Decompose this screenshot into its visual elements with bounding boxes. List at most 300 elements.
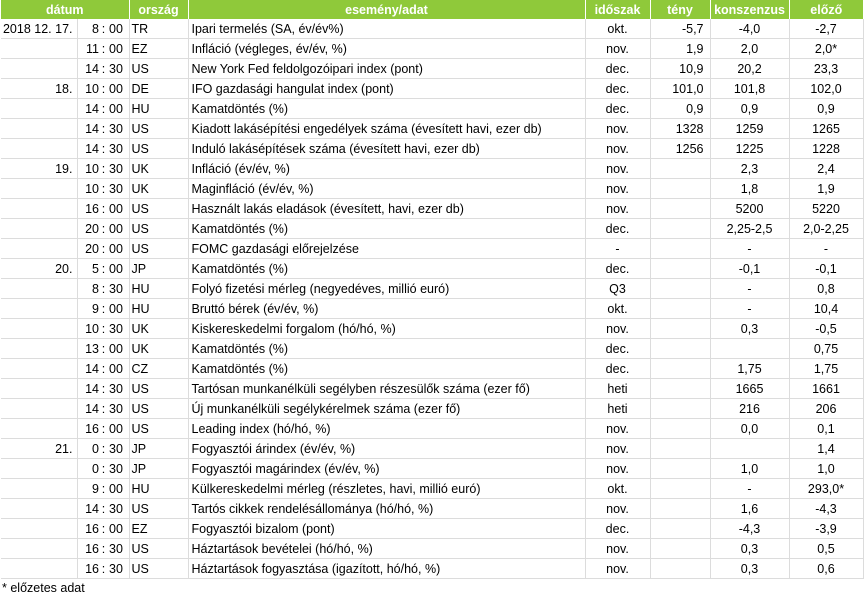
cell-period: - (585, 239, 650, 259)
cell-time-separator: : (99, 379, 108, 399)
cell-consensus: 2,25-2,5 (710, 219, 789, 239)
header-konszenzus: konszenzus (710, 0, 789, 19)
cell-date: 2018 12. 17. (1, 19, 77, 39)
cell-minute: 00 (108, 39, 129, 59)
cell-hour: 14 (77, 379, 99, 399)
cell-actual: 0,9 (650, 99, 710, 119)
cell-country: US (129, 379, 188, 399)
cell-actual (650, 559, 710, 579)
cell-minute: 00 (108, 99, 129, 119)
cell-date (1, 459, 77, 479)
cell-time-separator: : (99, 179, 108, 199)
cell-previous: 0,6 (789, 559, 863, 579)
cell-minute: 00 (108, 259, 129, 279)
cell-date (1, 99, 77, 119)
cell-actual (650, 239, 710, 259)
cell-period: okt. (585, 479, 650, 499)
cell-actual (650, 199, 710, 219)
table-row (1, 79, 863, 99)
cell-actual: 1328 (650, 119, 710, 139)
cell-previous: 0,75 (789, 339, 863, 359)
cell-hour: 10 (77, 159, 99, 179)
cell-date (1, 219, 77, 239)
table-row (1, 479, 863, 499)
cell-event: Fogyasztói bizalom (pont) (188, 519, 585, 539)
cell-time-separator: : (99, 139, 108, 159)
cell-minute: 00 (108, 219, 129, 239)
table-row (1, 559, 863, 579)
cell-previous: 293,0* (789, 479, 863, 499)
cell-actual (650, 259, 710, 279)
cell-period: okt. (585, 299, 650, 319)
cell-actual (650, 399, 710, 419)
cell-time-separator: : (99, 519, 108, 539)
cell-hour: 14 (77, 399, 99, 419)
cell-country: US (129, 539, 188, 559)
cell-time-separator: : (99, 459, 108, 479)
cell-consensus: - (710, 299, 789, 319)
cell-hour: 14 (77, 359, 99, 379)
header-datum: dátum (1, 0, 129, 19)
table-row (1, 419, 863, 439)
cell-country: US (129, 239, 188, 259)
cell-time-separator: : (99, 479, 108, 499)
cell-previous: -3,9 (789, 519, 863, 539)
cell-minute: 30 (108, 439, 129, 459)
cell-consensus (710, 339, 789, 359)
cell-period: nov. (585, 139, 650, 159)
cell-actual (650, 299, 710, 319)
cell-consensus: -0,1 (710, 259, 789, 279)
cell-date (1, 279, 77, 299)
cell-date (1, 339, 77, 359)
cell-previous: 1,0 (789, 459, 863, 479)
cell-event: Kiadott lakásépítési engedélyek száma (évesített havi, ezer db) (188, 119, 585, 139)
cell-event: Háztartások bevételei (hó/hó, %) (188, 539, 585, 559)
cell-time-separator: : (99, 259, 108, 279)
cell-consensus: 0,3 (710, 319, 789, 339)
cell-minute: 00 (108, 239, 129, 259)
cell-date (1, 379, 77, 399)
cell-period: nov. (585, 559, 650, 579)
cell-minute: 00 (108, 299, 129, 319)
cell-actual (650, 479, 710, 499)
cell-time-separator: : (99, 119, 108, 139)
cell-event: FOMC gazdasági előrejelzése (188, 239, 585, 259)
cell-previous: -4,3 (789, 499, 863, 519)
cell-date (1, 359, 77, 379)
cell-event: Kamatdöntés (%) (188, 219, 585, 239)
cell-date (1, 419, 77, 439)
cell-minute: 00 (108, 339, 129, 359)
cell-country: US (129, 499, 188, 519)
cell-date (1, 139, 77, 159)
cell-consensus: - (710, 479, 789, 499)
cell-period: dec. (585, 99, 650, 119)
cell-minute: 00 (108, 199, 129, 219)
cell-country: EZ (129, 39, 188, 59)
cell-actual: 10,9 (650, 59, 710, 79)
cell-period: okt. (585, 19, 650, 39)
cell-previous: 1228 (789, 139, 863, 159)
cell-time-separator: : (99, 59, 108, 79)
cell-previous: -0,5 (789, 319, 863, 339)
cell-time-separator: : (99, 239, 108, 259)
cell-consensus: 2,0 (710, 39, 789, 59)
cell-country: HU (129, 299, 188, 319)
cell-period: nov. (585, 119, 650, 139)
cell-country: US (129, 399, 188, 419)
cell-event: Fogyasztói magárindex (év/év, %) (188, 459, 585, 479)
table-row (1, 19, 863, 39)
cell-actual (650, 499, 710, 519)
cell-minute: 30 (108, 59, 129, 79)
cell-date (1, 179, 77, 199)
table-row (1, 139, 863, 159)
cell-event: Ipari termelés (SA, év/év%) (188, 19, 585, 39)
cell-period: nov. (585, 419, 650, 439)
cell-hour: 0 (77, 459, 99, 479)
cell-event: Leading index (hó/hó, %) (188, 419, 585, 439)
table-row (1, 339, 863, 359)
cell-time-separator: : (99, 439, 108, 459)
table-row (1, 299, 863, 319)
cell-hour: 16 (77, 419, 99, 439)
cell-period: dec. (585, 219, 650, 239)
table-row (1, 379, 863, 399)
cell-country: US (129, 419, 188, 439)
cell-minute: 30 (108, 499, 129, 519)
table-row (1, 59, 863, 79)
cell-actual (650, 179, 710, 199)
cell-minute: 30 (108, 279, 129, 299)
cell-consensus: -4,0 (710, 19, 789, 39)
cell-date (1, 499, 77, 519)
cell-minute: 30 (108, 379, 129, 399)
cell-consensus: 5200 (710, 199, 789, 219)
cell-actual: 1,9 (650, 39, 710, 59)
cell-country: JP (129, 439, 188, 459)
table-row (1, 119, 863, 139)
cell-country: UK (129, 339, 188, 359)
cell-time-separator: : (99, 499, 108, 519)
cell-hour: 10 (77, 79, 99, 99)
cell-previous: 1265 (789, 119, 863, 139)
cell-actual (650, 339, 710, 359)
cell-period: nov. (585, 199, 650, 219)
cell-country: DE (129, 79, 188, 99)
cell-previous: 10,4 (789, 299, 863, 319)
cell-hour: 10 (77, 319, 99, 339)
cell-hour: 13 (77, 339, 99, 359)
cell-previous: 2,0-2,25 (789, 219, 863, 239)
cell-event: Használt lakás eladások (évesített, havi, ezer db) (188, 199, 585, 219)
cell-event: Kamatdöntés (%) (188, 99, 585, 119)
cell-hour: 16 (77, 539, 99, 559)
cell-previous: 23,3 (789, 59, 863, 79)
cell-hour: 11 (77, 39, 99, 59)
cell-period: heti (585, 399, 650, 419)
cell-hour: 0 (77, 439, 99, 459)
cell-minute: 30 (108, 399, 129, 419)
cell-time-separator: : (99, 359, 108, 379)
cell-actual (650, 439, 710, 459)
cell-time-separator: : (99, 79, 108, 99)
cell-previous: 5220 (789, 199, 863, 219)
cell-consensus: 1259 (710, 119, 789, 139)
cell-consensus: 0,9 (710, 99, 789, 119)
cell-country: US (129, 59, 188, 79)
cell-consensus: 1,8 (710, 179, 789, 199)
cell-actual: -5,7 (650, 19, 710, 39)
cell-hour: 8 (77, 19, 99, 39)
cell-hour: 9 (77, 299, 99, 319)
cell-minute: 00 (108, 519, 129, 539)
cell-period: nov. (585, 159, 650, 179)
cell-date (1, 559, 77, 579)
cell-minute: 30 (108, 139, 129, 159)
cell-country: HU (129, 99, 188, 119)
cell-hour: 10 (77, 179, 99, 199)
cell-minute: 30 (108, 459, 129, 479)
cell-hour: 14 (77, 499, 99, 519)
cell-hour: 14 (77, 139, 99, 159)
cell-consensus: 0,3 (710, 539, 789, 559)
cell-actual (650, 319, 710, 339)
cell-event: Tartósan munkanélküli segélyben részesülők száma (ezer fő) (188, 379, 585, 399)
cell-event: Fogyasztói árindex (év/év, %) (188, 439, 585, 459)
header-orszag: ország (129, 0, 188, 19)
cell-previous: 102,0 (789, 79, 863, 99)
header-elozo: előző (789, 0, 863, 19)
cell-hour: 20 (77, 219, 99, 239)
cell-country: UK (129, 319, 188, 339)
cell-period: dec. (585, 359, 650, 379)
footnote: * előzetes adat (2, 581, 85, 595)
cell-previous: 0,9 (789, 99, 863, 119)
header-esemeny: esemény/adat (188, 0, 585, 19)
cell-event: Kamatdöntés (%) (188, 339, 585, 359)
table-row (1, 39, 863, 59)
cell-hour: 16 (77, 199, 99, 219)
cell-period: nov. (585, 459, 650, 479)
cell-date (1, 539, 77, 559)
cell-actual (650, 539, 710, 559)
cell-period: nov. (585, 319, 650, 339)
cell-previous: -0,1 (789, 259, 863, 279)
cell-minute: 00 (108, 359, 129, 379)
cell-time-separator: : (99, 299, 108, 319)
cell-date: 20. (1, 259, 77, 279)
cell-country: JP (129, 259, 188, 279)
cell-consensus: - (710, 279, 789, 299)
table-row (1, 259, 863, 279)
table-row (1, 499, 863, 519)
cell-hour: 20 (77, 239, 99, 259)
cell-actual (650, 159, 710, 179)
cell-minute: 30 (108, 319, 129, 339)
cell-country: US (129, 119, 188, 139)
cell-event: Külkereskedelmi mérleg (részletes, havi, millió euró) (188, 479, 585, 499)
cell-time-separator: : (99, 319, 108, 339)
cell-actual (650, 279, 710, 299)
cell-consensus: -4,3 (710, 519, 789, 539)
cell-date: 18. (1, 79, 77, 99)
cell-previous: 0,1 (789, 419, 863, 439)
cell-event: Új munkanélküli segélykérelmek száma (ezer fő) (188, 399, 585, 419)
cell-date (1, 319, 77, 339)
cell-event: Kamatdöntés (%) (188, 259, 585, 279)
cell-actual: 1256 (650, 139, 710, 159)
cell-time-separator: : (99, 419, 108, 439)
cell-date (1, 519, 77, 539)
cell-consensus: 216 (710, 399, 789, 419)
cell-time-separator: : (99, 279, 108, 299)
cell-minute: 30 (108, 179, 129, 199)
cell-date: 19. (1, 159, 77, 179)
cell-actual (650, 219, 710, 239)
cell-actual: 101,0 (650, 79, 710, 99)
table-row (1, 319, 863, 339)
cell-period: dec. (585, 79, 650, 99)
cell-minute: 30 (108, 559, 129, 579)
cell-actual (650, 419, 710, 439)
cell-consensus: 1,0 (710, 459, 789, 479)
cell-minute: 30 (108, 119, 129, 139)
cell-country: EZ (129, 519, 188, 539)
cell-consensus: 1,6 (710, 499, 789, 519)
table-row (1, 519, 863, 539)
cell-date (1, 199, 77, 219)
cell-hour: 16 (77, 519, 99, 539)
cell-minute: 00 (108, 419, 129, 439)
table-row (1, 459, 863, 479)
table-row (1, 399, 863, 419)
table-row (1, 219, 863, 239)
cell-event: Háztartások fogyasztása (igazított, hó/hó, %) (188, 559, 585, 579)
cell-period: dec. (585, 519, 650, 539)
cell-event: Bruttó bérek (év/év, %) (188, 299, 585, 319)
cell-actual (650, 379, 710, 399)
cell-consensus: 1665 (710, 379, 789, 399)
cell-minute: 00 (108, 479, 129, 499)
cell-hour: 14 (77, 99, 99, 119)
cell-date (1, 39, 77, 59)
cell-period: nov. (585, 179, 650, 199)
cell-previous: 1,75 (789, 359, 863, 379)
cell-previous: - (789, 239, 863, 259)
cell-date (1, 239, 77, 259)
cell-consensus: - (710, 239, 789, 259)
cell-minute: 30 (108, 539, 129, 559)
table-row (1, 359, 863, 379)
economic-calendar-table (1, 0, 864, 579)
table-row (1, 539, 863, 559)
table-row (1, 439, 863, 459)
cell-date (1, 479, 77, 499)
cell-period: dec. (585, 339, 650, 359)
cell-minute: 00 (108, 19, 129, 39)
cell-actual (650, 359, 710, 379)
cell-previous: 1661 (789, 379, 863, 399)
cell-actual (650, 459, 710, 479)
cell-previous: 206 (789, 399, 863, 419)
cell-date (1, 59, 77, 79)
cell-previous: -2,7 (789, 19, 863, 39)
cell-previous: 1,4 (789, 439, 863, 459)
cell-consensus: 0,3 (710, 559, 789, 579)
cell-period: nov. (585, 39, 650, 59)
header-idoszak: időszak (585, 0, 650, 19)
cell-previous: 0,5 (789, 539, 863, 559)
cell-event: Induló lakásépítések száma (évesített havi, ezer db) (188, 139, 585, 159)
cell-event: Kamatdöntés (%) (188, 359, 585, 379)
cell-event: Infláció (év/év, %) (188, 159, 585, 179)
cell-actual (650, 519, 710, 539)
cell-event: Infláció (végleges, év/év, %) (188, 39, 585, 59)
table-row (1, 239, 863, 259)
cell-previous: 2,0* (789, 39, 863, 59)
cell-event: Tartós cikkek rendelésállománya (hó/hó, %) (188, 499, 585, 519)
cell-time-separator: : (99, 199, 108, 219)
cell-previous: 0,8 (789, 279, 863, 299)
table-row (1, 159, 863, 179)
cell-country: CZ (129, 359, 188, 379)
cell-date: 21. (1, 439, 77, 459)
cell-consensus: 101,8 (710, 79, 789, 99)
cell-event: Maginfláció (év/év, %) (188, 179, 585, 199)
cell-country: US (129, 199, 188, 219)
cell-country: UK (129, 159, 188, 179)
cell-hour: 14 (77, 119, 99, 139)
cell-period: dec. (585, 259, 650, 279)
cell-country: US (129, 219, 188, 239)
cell-period: nov. (585, 539, 650, 559)
cell-consensus: 1,75 (710, 359, 789, 379)
header-teny: tény (650, 0, 710, 19)
table-row (1, 179, 863, 199)
cell-country: TR (129, 19, 188, 39)
cell-consensus: 20,2 (710, 59, 789, 79)
cell-time-separator: : (99, 399, 108, 419)
cell-country: HU (129, 479, 188, 499)
cell-consensus: 0,0 (710, 419, 789, 439)
table-row (1, 99, 863, 119)
cell-period: heti (585, 379, 650, 399)
cell-time-separator: : (99, 339, 108, 359)
cell-country: HU (129, 279, 188, 299)
table-row (1, 279, 863, 299)
cell-minute: 00 (108, 79, 129, 99)
cell-event: Folyó fizetési mérleg (negyedéves, millió euró) (188, 279, 585, 299)
cell-time-separator: : (99, 219, 108, 239)
cell-consensus: 2,3 (710, 159, 789, 179)
cell-date (1, 119, 77, 139)
cell-country: UK (129, 179, 188, 199)
cell-hour: 9 (77, 479, 99, 499)
cell-consensus: 1225 (710, 139, 789, 159)
cell-date (1, 399, 77, 419)
cell-event: New York Fed feldolgozóipari index (pont) (188, 59, 585, 79)
cell-previous: 2,4 (789, 159, 863, 179)
cell-consensus (710, 439, 789, 459)
cell-event: Kiskereskedelmi forgalom (hó/hó, %) (188, 319, 585, 339)
cell-time-separator: : (99, 559, 108, 579)
cell-time-separator: : (99, 159, 108, 179)
cell-hour: 8 (77, 279, 99, 299)
cell-hour: 5 (77, 259, 99, 279)
cell-country: US (129, 139, 188, 159)
